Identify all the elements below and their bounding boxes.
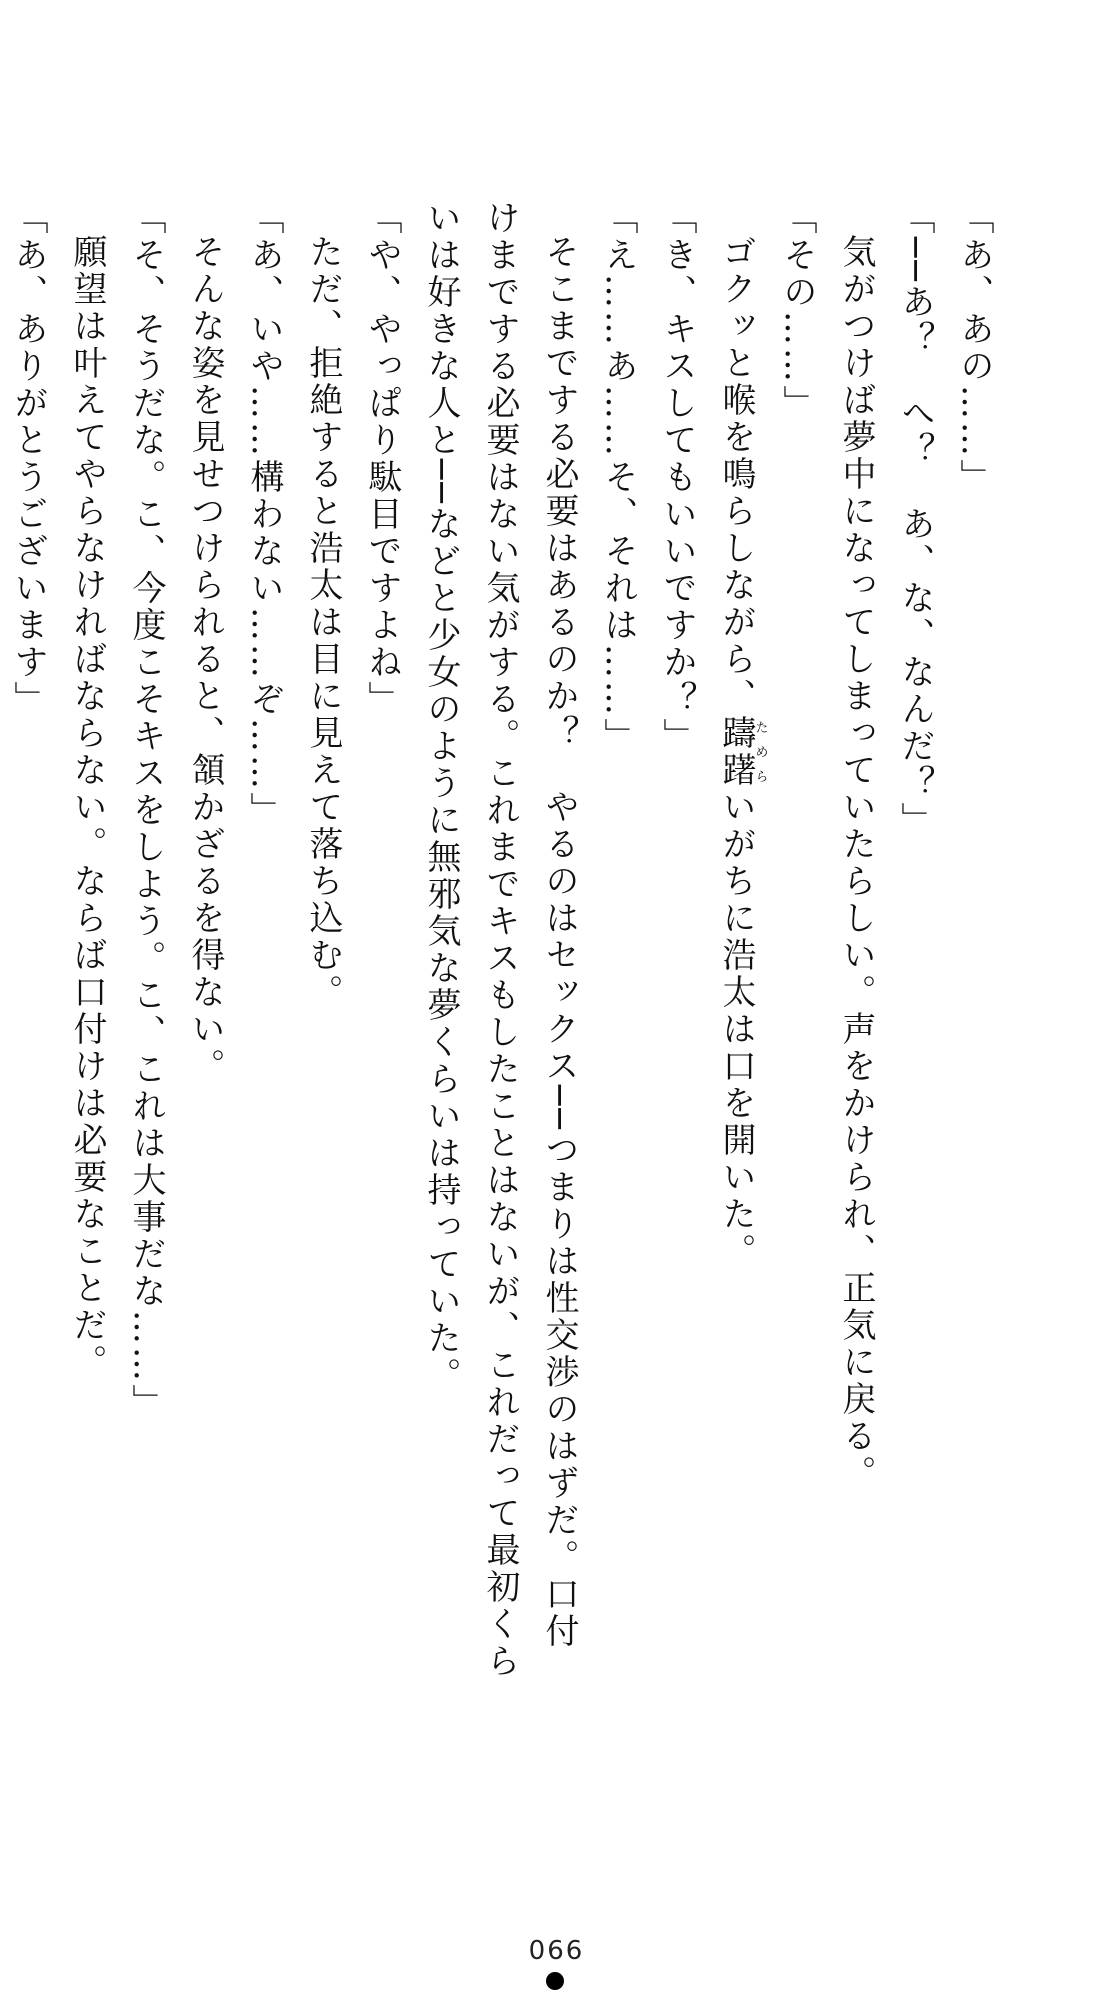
text-line: 気がつけば夢中になってしまっていたらしい。声をかけられ、正気に戻る。 [836,234,876,1492]
text-line: 「え……あ……そ、それは……」 [598,200,638,755]
text-line: いは好きな人と──などと少女のように無邪気な夢くらいは持っていた。 [421,200,461,1394]
text-line: 「あ、いや……構わない……ぞ……」 [244,200,284,829]
text-line: ただ、拒絶すると浩太は目に見えて落ち込む。 [303,234,343,1011]
page-dot-ornament [546,1972,564,1990]
text-line: 「あ、ありがとうございます」 [8,200,48,718]
vertical-text-body [8,200,1003,1680]
text-line: けまでする必要はない気がする。これまでキスもしたことはないが、これだって最初くら [480,200,520,1680]
ruby-base: 躊躇 [716,715,756,789]
text-line: 「あ、あの……」 [954,200,994,496]
page-number: 066 [528,1936,585,1966]
text-line: そこまでする必要はあるのか？ やるのはセックス──つまりは性交渉のはずだ。口付 [539,234,579,1650]
text-line: そんな姿を見せつけられると、頷かざるを得ない。 [185,234,225,1085]
text-segment: いがちに浩太は口を開いた。 [716,789,756,1270]
text-line: 「──あ？ へ？ あ、な、なんだ？」 [895,200,935,839]
text-line: 「そ、そうだな。こ、今度こそキスをしよう。こ、これは大事だな……」 [126,200,166,1421]
text-segment: ゴクッと喉を鳴らしながら、 [716,234,756,715]
ruby-word [716,715,768,789]
text-line: 「その……」 [777,200,817,422]
text-line-with-ruby [706,200,767,1660]
text-line: 「や、やっぱり駄目ですよね」 [362,200,402,718]
text-line: 「き、キスしてもいいですか？」 [657,200,697,755]
text-line: 願望は叶えてやらなければならない。ならば口付けは必要なことだ。 [67,234,107,1381]
ruby-reading: ためら [752,715,768,789]
